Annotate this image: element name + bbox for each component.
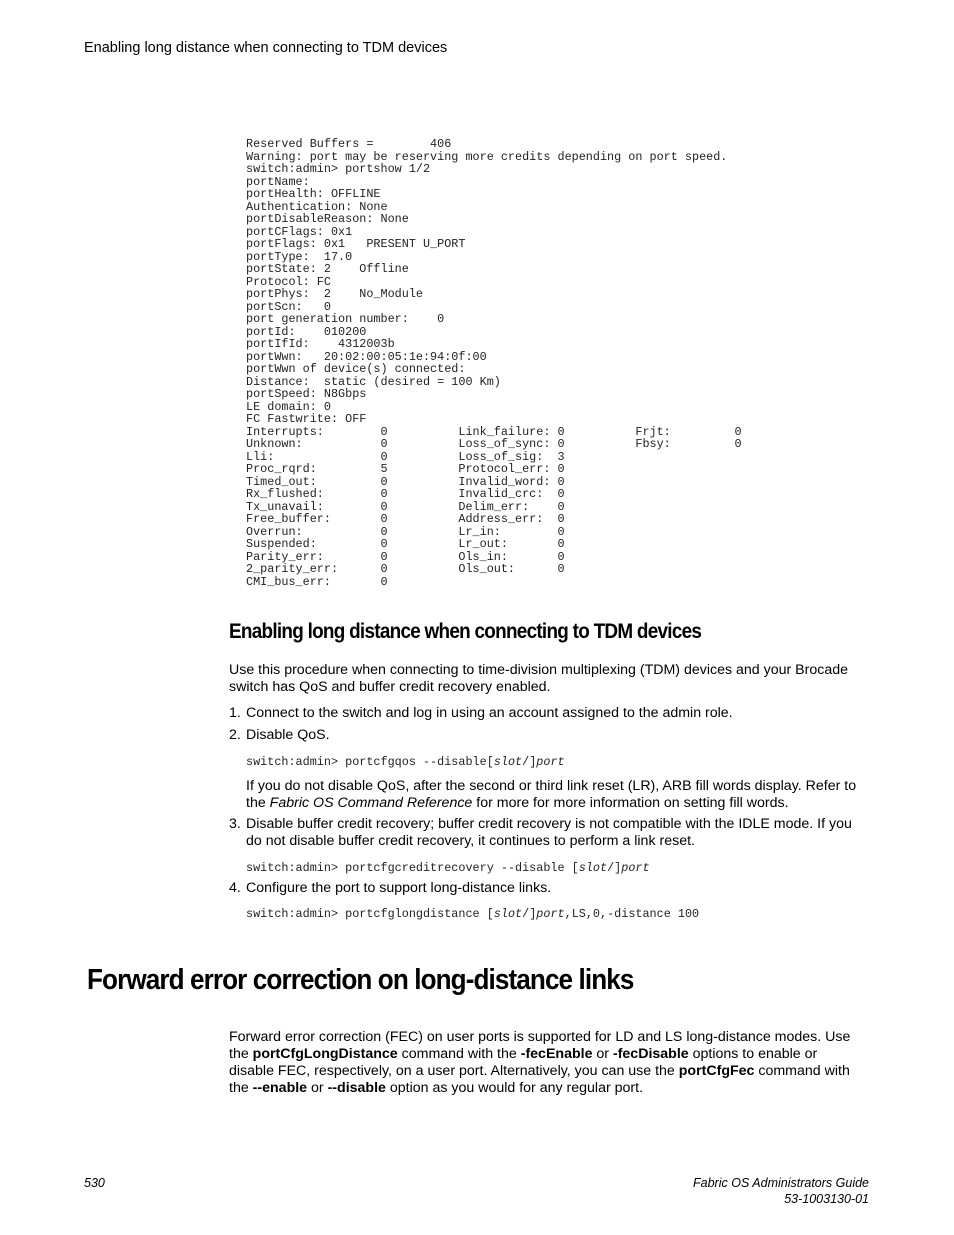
output-line: portScn: 0 <box>246 299 331 314</box>
output-line: portCFlags: 0x1 <box>246 224 353 239</box>
output-line: Warning: port may be reserving more credits depending on port speed. <box>246 149 728 164</box>
step-text: Disable QoS. <box>246 727 330 743</box>
tdm-intro-paragraph: Use this procedure when connecting to time-division multiplexing (TDM) devices and your Brocade switch has QoS and buffer credit recovery enabled. <box>229 662 849 695</box>
fec-paragraph: Forward error correction (FEC) on user ports is supported for LD and LS long-distance modes. Use the portCfgLongDistance command with the -fecEnable or -fecDisable options to enable or disable FEC, respectively, on a user port. Alternatively, you can use the portCfgFec command with the --enable or --disable option as you would for any regular port. <box>229 1029 851 1096</box>
output-line: Interrupts: 0 Link_failure: 0 Frjt: 0 <box>246 424 742 439</box>
step-number: 1. <box>229 705 241 721</box>
output-line: 2_parity_err: 0 Ols_out: 0 <box>246 562 565 576</box>
document-title: Fabric OS Administrators Guide <box>693 1176 869 1190</box>
procedure-step-1 <box>229 705 869 722</box>
step-text: Disable buffer credit recovery; buffer credit recovery is not compatible with the IDLE mode. If you do not disable buffer credit recovery, it continues to perform a link reset. <box>246 816 852 849</box>
output-line: portType: 17.0 <box>246 249 353 264</box>
output-line: Protocol: FC <box>246 274 331 289</box>
command-name: portCfgLongDistance <box>252 1046 398 1062</box>
footer-document-info <box>693 1175 869 1207</box>
page-number: 530 <box>84 1176 105 1190</box>
step-number: 4. <box>229 880 241 896</box>
output-line: portDisableReason: None <box>246 212 409 226</box>
output-line: Free_buffer: 0 Address_err: 0 <box>246 512 565 526</box>
output-line: portId: 010200 <box>246 324 367 339</box>
command-portcfgqos: switch:admin> portcfgqos --disable[slot/]port <box>246 755 565 769</box>
command-portcfglongdistance: switch:admin> portcfglongdistance [slot/]port,LS,0,-distance 100 <box>246 907 700 921</box>
output-line: Rx_flushed: 0 Invalid_crc: 0 <box>246 487 565 501</box>
output-line: portHealth: OFFLINE <box>246 187 381 201</box>
output-line: switch:admin> portshow 1/2 <box>246 162 431 176</box>
output-line: Lli: 0 Loss_of_sig: 3 <box>246 449 565 464</box>
output-line: CMI_bus_err: 0 <box>246 574 388 589</box>
running-header: Enabling long distance when connecting to TDM devices <box>84 40 448 56</box>
output-line: portSpeed: N8Gbps <box>246 387 367 401</box>
output-line: Unknown: 0 Loss_of_sync: 0 Fbsy: 0 <box>246 437 742 451</box>
output-line: Parity_err: 0 Ols_in: 0 <box>246 549 565 564</box>
output-line: FC Fastwrite: OFF <box>246 412 367 426</box>
document-number: 53-1003130-01 <box>784 1192 869 1206</box>
output-line: Suspended: 0 Lr_out: 0 <box>246 537 565 551</box>
option-name: -fecDisable <box>612 1046 689 1062</box>
output-line: portIfId: 4312003b <box>246 337 395 351</box>
procedure-step-2 <box>229 727 869 744</box>
procedure-step-3 <box>229 816 869 850</box>
output-line: portState: 2 Offline <box>246 262 409 276</box>
option-name: -fecEnable <box>520 1046 593 1062</box>
procedure-step-4 <box>229 880 869 897</box>
option-name: --enable <box>252 1080 308 1096</box>
output-line: Distance: static (desired = 100 Km) <box>246 374 501 389</box>
output-line: portWwn: 20:02:00:05:1e:94:0f:00 <box>246 349 487 364</box>
output-line: Overrun: 0 Lr_in: 0 <box>246 524 565 539</box>
output-line: Tx_unavail: 0 Delim_err: 0 <box>246 499 565 514</box>
command-reference-title: Fabric OS Command Reference <box>269 795 473 811</box>
chapter-heading-fec: Forward error correction on long-distance links <box>87 964 634 996</box>
output-line: portName: <box>246 174 310 189</box>
option-name: --disable <box>327 1080 386 1096</box>
portshow-output-block <box>246 138 742 588</box>
command-name: portCfgFec <box>678 1063 755 1079</box>
step-number: 2. <box>229 727 241 743</box>
output-line: Authentication: None <box>246 199 388 214</box>
output-line: portWwn of device(s) connected: <box>246 362 466 376</box>
command-portcfgcreditrecovery: switch:admin> portcfgcreditrecovery --disable [slot/]port <box>246 861 650 875</box>
output-line: Proc_rqrd: 5 Protocol_err: 0 <box>246 462 565 476</box>
step-text: Configure the port to support long-distance links. <box>246 880 552 896</box>
output-line: Reserved Buffers = 406 <box>246 137 452 151</box>
output-line: portPhys: 2 No_Module <box>246 287 423 301</box>
output-line: port generation number: 0 <box>246 312 445 326</box>
output-line: portFlags: 0x1 PRESENT U_PORT <box>246 237 466 251</box>
qos-note-paragraph: If you do not disable QoS, after the second or third link reset (LR), ARB fill words display. Refer to the Fabric OS Command Reference for more for more information on setting fill words. <box>246 778 857 811</box>
step-number: 3. <box>229 816 241 832</box>
output-line: LE domain: 0 <box>246 399 331 414</box>
step-text: Connect to the switch and log in using an account assigned to the admin role. <box>246 705 733 721</box>
output-line: Timed_out: 0 Invalid_word: 0 <box>246 474 565 489</box>
section-heading-tdm: Enabling long distance when connecting to TDM devices <box>229 620 702 643</box>
